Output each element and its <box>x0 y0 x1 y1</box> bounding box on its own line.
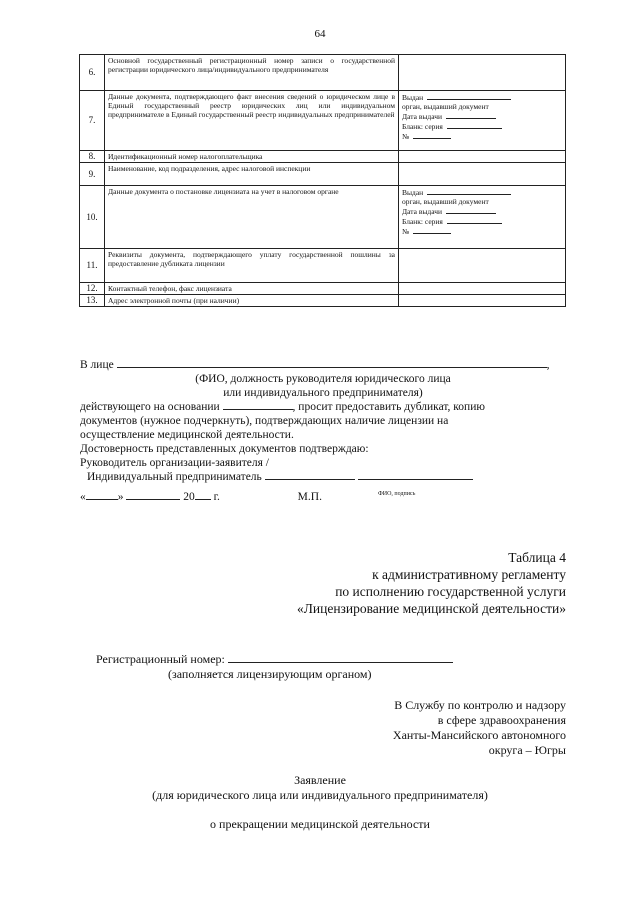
basis-field[interactable] <box>223 409 293 410</box>
document-detail-label: Бланк: серия <box>402 217 443 226</box>
form-row <box>80 55 566 91</box>
document-detail-label: № <box>402 227 410 236</box>
form-row <box>80 295 566 307</box>
fio-signature-caption: ФИО, подпись <box>378 491 416 497</box>
signature-field[interactable] <box>358 479 473 480</box>
day-field[interactable] <box>86 499 118 500</box>
fio-caption-1: (ФИО, должность руководителя юридического лица <box>195 373 451 385</box>
row-description: Реквизиты документа, подтверждающего уплату государственной пошлины за предоставление дубликата лицензии <box>105 249 399 283</box>
appendix-heading <box>297 549 566 617</box>
document-detail-line <box>402 226 562 236</box>
date-open-quote: « <box>80 491 86 503</box>
form-row <box>80 186 566 249</box>
appendix-service: по исполнению государственной услуги <box>335 584 566 599</box>
appendix-service-name: «Лицензирование медицинской деятельности» <box>296 601 566 616</box>
document-detail-label: орган, выдавший документ <box>402 197 489 206</box>
document-detail-label: Дата выдачи <box>402 207 443 216</box>
appendix-regulation: к административному регламенту <box>372 567 566 582</box>
date-close-quote: » <box>117 491 124 503</box>
form-row <box>80 91 566 151</box>
row-value-cell[interactable] <box>399 163 566 186</box>
document-detail-field[interactable] <box>447 216 502 224</box>
document-detail-line <box>402 111 562 121</box>
row-value-cell[interactable] <box>399 151 566 163</box>
document-detail-field[interactable] <box>413 226 451 234</box>
acting-label: действующего на основании <box>80 401 220 413</box>
row-number: 8. <box>80 151 105 163</box>
registration-field[interactable] <box>228 662 453 663</box>
form-row <box>80 283 566 295</box>
addressee-line-3: Ханты-Мансийского автономного <box>392 728 566 742</box>
year-suffix: г. <box>213 491 220 503</box>
row-value-cell[interactable] <box>399 249 566 283</box>
document-detail-line <box>402 216 562 226</box>
acting-continuation: , просит предоставить дубликат, копию <box>292 401 485 413</box>
document-detail-line <box>402 187 562 197</box>
row-number: 6. <box>80 55 105 91</box>
row-description: Данные документа о постановке лицензиата на учет в налоговом органе <box>105 186 399 249</box>
row-value-cell[interactable] <box>399 55 566 91</box>
ie-label: Индивидуальный предприниматель <box>87 471 262 483</box>
confirm-line: Достоверность представленных документов подтверждаю: <box>80 443 369 455</box>
in-person-label: В лице <box>80 359 114 371</box>
row-value-cell[interactable] <box>399 283 566 295</box>
document-detail-line <box>402 92 562 102</box>
row-description: Адрес электронной почты (при наличии) <box>105 295 399 307</box>
row-number: 10. <box>80 186 105 249</box>
page-number: 64 <box>314 28 326 40</box>
row-number: 9. <box>80 163 105 186</box>
document-detail-label: № <box>402 132 410 141</box>
row-description: Контактный телефон, факс лицензиата <box>105 283 399 295</box>
registration-caption: (заполняется лицензирующим органом) <box>168 667 372 681</box>
document-detail-label: орган, выдавший документ <box>402 102 489 111</box>
row-description: Идентификационный номер налогоплательщика <box>105 151 399 163</box>
document-detail-field[interactable] <box>446 111 496 119</box>
year-field[interactable] <box>195 499 211 500</box>
document-detail-field[interactable] <box>413 131 451 139</box>
form-row <box>80 163 566 186</box>
acting-line <box>80 400 566 414</box>
document-detail-label: Дата выдачи <box>402 112 443 121</box>
row-number: 7. <box>80 91 105 151</box>
registration-label: Регистрационный номер: <box>96 652 225 666</box>
addressee-line-4: округа – Югры <box>488 743 566 757</box>
row-number: 11. <box>80 249 105 283</box>
addressee-block <box>393 698 566 758</box>
registration-block <box>96 652 453 682</box>
row-number: 13. <box>80 295 105 307</box>
row-value-cell[interactable] <box>399 186 566 249</box>
fio-field[interactable] <box>265 479 355 480</box>
document-detail-field[interactable] <box>427 92 511 100</box>
row-number: 12. <box>80 283 105 295</box>
document-detail-field[interactable] <box>446 206 496 214</box>
fio-caption-2: или индивидуального предпринимателя) <box>223 387 423 399</box>
registration-line <box>96 652 453 667</box>
document-detail-line <box>402 121 562 131</box>
ie-line <box>80 470 566 484</box>
row-description: Основной государственный регистрационный номер записи о государственной регистрации юридического лица/индивидуального предпринимателя <box>105 55 399 91</box>
form-row <box>80 249 566 283</box>
statement-subtitle: (для юридического лица или индивидуального предпринимателя) <box>152 788 488 802</box>
statement-subject: о прекращении медицинской деятельности <box>210 817 430 831</box>
year-prefix: 20 <box>183 491 195 503</box>
documents-line: документов (нужное подчеркнуть), подтверждающих наличие лицензии на <box>80 415 449 427</box>
license-form-table <box>79 54 566 307</box>
appendix-table-number: Таблица 4 <box>508 550 566 565</box>
addressee-line-1: В Службу по контролю и надзору <box>394 698 566 712</box>
activity-line: осуществление медицинской деятельности. <box>80 429 294 441</box>
statement-block <box>0 773 640 832</box>
row-description: Данные документа, подтверждающего факт внесения сведений о юридическом лице в Единый государственный реестр юридических лиц или индивидуальном предпринимателе в Единый государственный реестр индивидуальных предпринимателей <box>105 91 399 151</box>
document-detail-line <box>402 131 562 141</box>
document-detail-label: Выдан <box>402 93 424 102</box>
in-person-field[interactable] <box>117 367 547 368</box>
addressee-line-2: в сфере здравоохранения <box>437 713 566 727</box>
month-field[interactable] <box>126 499 180 500</box>
document-detail-line <box>402 102 562 111</box>
document-detail-line <box>402 206 562 216</box>
head-line: Руководитель организации-заявителя / <box>80 457 269 469</box>
row-value-cell[interactable] <box>399 295 566 307</box>
document-detail-label: Выдан <box>402 188 424 197</box>
row-description: Наименование, код подразделения, адрес налоговой инспекции <box>105 163 399 186</box>
document-detail-label: Бланк: серия <box>402 122 443 131</box>
statement-title: Заявление <box>294 773 346 787</box>
form-row <box>80 151 566 163</box>
document-detail-field[interactable] <box>447 121 502 129</box>
document-detail-line <box>402 197 562 206</box>
row-value-cell[interactable] <box>399 91 566 151</box>
in-person-line: В лице , <box>80 359 550 371</box>
date-line <box>80 490 566 504</box>
signature-block <box>80 358 566 504</box>
stamp-label: М.П. <box>297 491 322 503</box>
document-detail-field[interactable] <box>427 187 511 195</box>
